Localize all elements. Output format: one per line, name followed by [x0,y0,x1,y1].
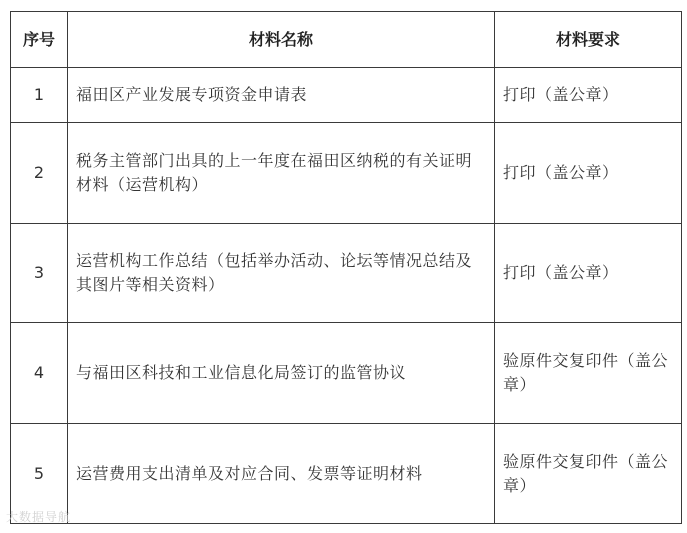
row-material-requirement: 打印（盖公章） [495,224,682,323]
row-material-requirement: 打印（盖公章） [495,68,682,123]
materials-table [10,11,682,524]
row-number: 1 [11,68,68,123]
table-row [11,68,682,123]
row-number: 5 [11,424,68,524]
row-material-name: 与福田区科技和工业信息化局签订的监管协议 [68,323,495,424]
row-material-requirement: 打印（盖公章） [495,123,682,224]
row-material-name: 福田区产业发展专项资金申请表 [68,68,495,123]
watermark: 大数据导航 [6,510,72,524]
table-row [11,224,682,323]
row-material-name: 运营机构工作总结（包括举办活动、论坛等情况总结及其图片等相关资料） [68,224,495,323]
table-header-row [11,12,682,68]
row-number: 3 [11,224,68,323]
table-row [11,424,682,524]
table-row [11,323,682,424]
row-material-requirement: 验原件交复印件（盖公章） [495,323,682,424]
row-material-requirement: 验原件交复印件（盖公章） [495,424,682,524]
row-material-name: 运营费用支出清单及对应合同、发票等证明材料 [68,424,495,524]
header-material-requirement: 材料要求 [495,12,682,68]
row-number: 4 [11,323,68,424]
header-material-name: 材料名称 [68,12,495,68]
row-material-name: 税务主管部门出具的上一年度在福田区纳税的有关证明材料（运营机构） [68,123,495,224]
header-number: 序号 [11,12,68,68]
table-row [11,123,682,224]
row-number: 2 [11,123,68,224]
